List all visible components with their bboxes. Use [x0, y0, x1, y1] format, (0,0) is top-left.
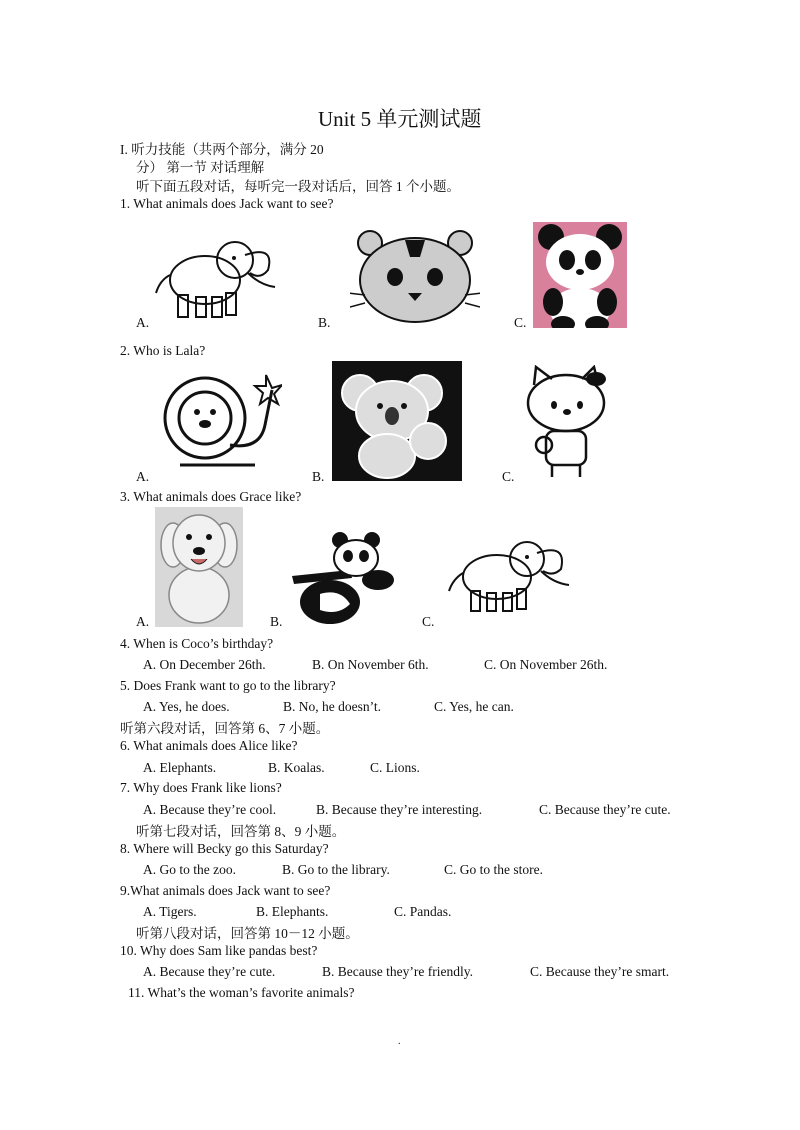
question-2: 2. Who is Lala? — [120, 343, 206, 358]
q2-option-a[interactable]: A. — [136, 469, 150, 484]
question-1: 1. What animals does Jack want to see? — [120, 196, 334, 211]
q5-option-c[interactable]: C. Yes, he can. — [434, 699, 514, 714]
dog-picture — [155, 507, 243, 627]
instruction-dialog-8: 听第八段对话，回答第 10－12 小题。 — [136, 926, 359, 941]
q10-option-a[interactable]: A. Because they’re cute. — [143, 964, 276, 979]
question-5: 5. Does Frank want to go to the library? — [120, 678, 336, 693]
page-title: Unit 5 单元测试题 — [318, 107, 482, 131]
q8-option-c[interactable]: C. Go to the store. — [444, 862, 543, 877]
koala-picture — [332, 361, 462, 481]
question-10: 10. Why does Sam like pandas best? — [120, 943, 318, 958]
panda-picture-2 — [290, 532, 400, 628]
q10-option-c[interactable]: C. Because they’re smart. — [530, 964, 670, 979]
q8-option-b[interactable]: B. Go to the library. — [282, 862, 390, 877]
instruction-dialog-7: 听第七段对话，回答第 8、9 小题。 — [136, 824, 346, 839]
q9-option-a[interactable]: A. Tigers. — [143, 904, 197, 919]
q7-option-a[interactable]: A. Because they’re cool. — [143, 802, 277, 817]
question-4: 4. When is Coco’s birthday? — [120, 636, 274, 651]
question-7: 7. Why does Frank like lions? — [120, 780, 282, 795]
q2-option-c[interactable]: C. — [502, 469, 515, 484]
q1-option-b[interactable]: B. — [318, 315, 331, 330]
lion-picture — [160, 370, 282, 475]
q4-option-a[interactable]: A. On December 26th. — [143, 657, 266, 672]
footer-mark: . — [398, 1036, 401, 1047]
q1-option-c[interactable]: C. — [514, 315, 527, 330]
question-8: 8. Where will Becky go this Saturday? — [120, 841, 329, 856]
elephant-picture-2 — [445, 525, 573, 621]
section-heading-line1: I. 听力技能（共两个部分，满分 20 — [120, 142, 324, 157]
section-instruction: 听下面五段对话，每听完一段对话后，回答 1 个小题。 — [136, 179, 460, 194]
q9-option-b[interactable]: B. Elephants. — [256, 904, 329, 919]
q4-option-b[interactable]: B. On November 6th. — [312, 657, 429, 672]
q4-option-c[interactable]: C. On November 26th. — [484, 657, 608, 672]
q6-option-c[interactable]: C. Lions. — [370, 760, 420, 775]
q6-option-a[interactable]: A. Elephants. — [143, 760, 217, 775]
q1-option-a[interactable]: A. — [136, 315, 150, 330]
question-11: 11. What’s the woman’s favorite animals? — [128, 985, 355, 1000]
q3-option-a[interactable]: A. — [136, 614, 150, 629]
q10-option-b[interactable]: B. Because they’re friendly. — [322, 964, 473, 979]
q5-option-b[interactable]: B. No, he doesn’t. — [283, 699, 381, 714]
question-3: 3. What animals does Grace like? — [120, 489, 302, 504]
q8-option-a[interactable]: A. Go to the zoo. — [143, 862, 236, 877]
question-9: 9.What animals does Jack want to see? — [120, 883, 331, 898]
question-6: 6. What animals does Alice like? — [120, 738, 298, 753]
q9-option-c[interactable]: C. Pandas. — [394, 904, 452, 919]
q3-option-b[interactable]: B. — [270, 614, 283, 629]
q7-option-b[interactable]: B. Because they’re interesting. — [316, 802, 483, 817]
q6-option-b[interactable]: B. Koalas. — [268, 760, 325, 775]
q2-option-b[interactable]: B. — [312, 469, 325, 484]
q5-option-a[interactable]: A. Yes, he does. — [143, 699, 230, 714]
q7-option-c[interactable]: C. Because they’re cute. — [539, 802, 671, 817]
elephant-picture — [150, 225, 280, 325]
instruction-dialog-6: 听第六段对话，回答第 6、7 小题。 — [120, 721, 330, 736]
q3-option-c[interactable]: C. — [422, 614, 435, 629]
tiger-picture — [350, 225, 480, 325]
kitty-picture — [522, 365, 618, 480]
panda-picture — [533, 222, 627, 328]
section-heading-line2: 分） 第一节 对话理解 — [136, 160, 265, 175]
